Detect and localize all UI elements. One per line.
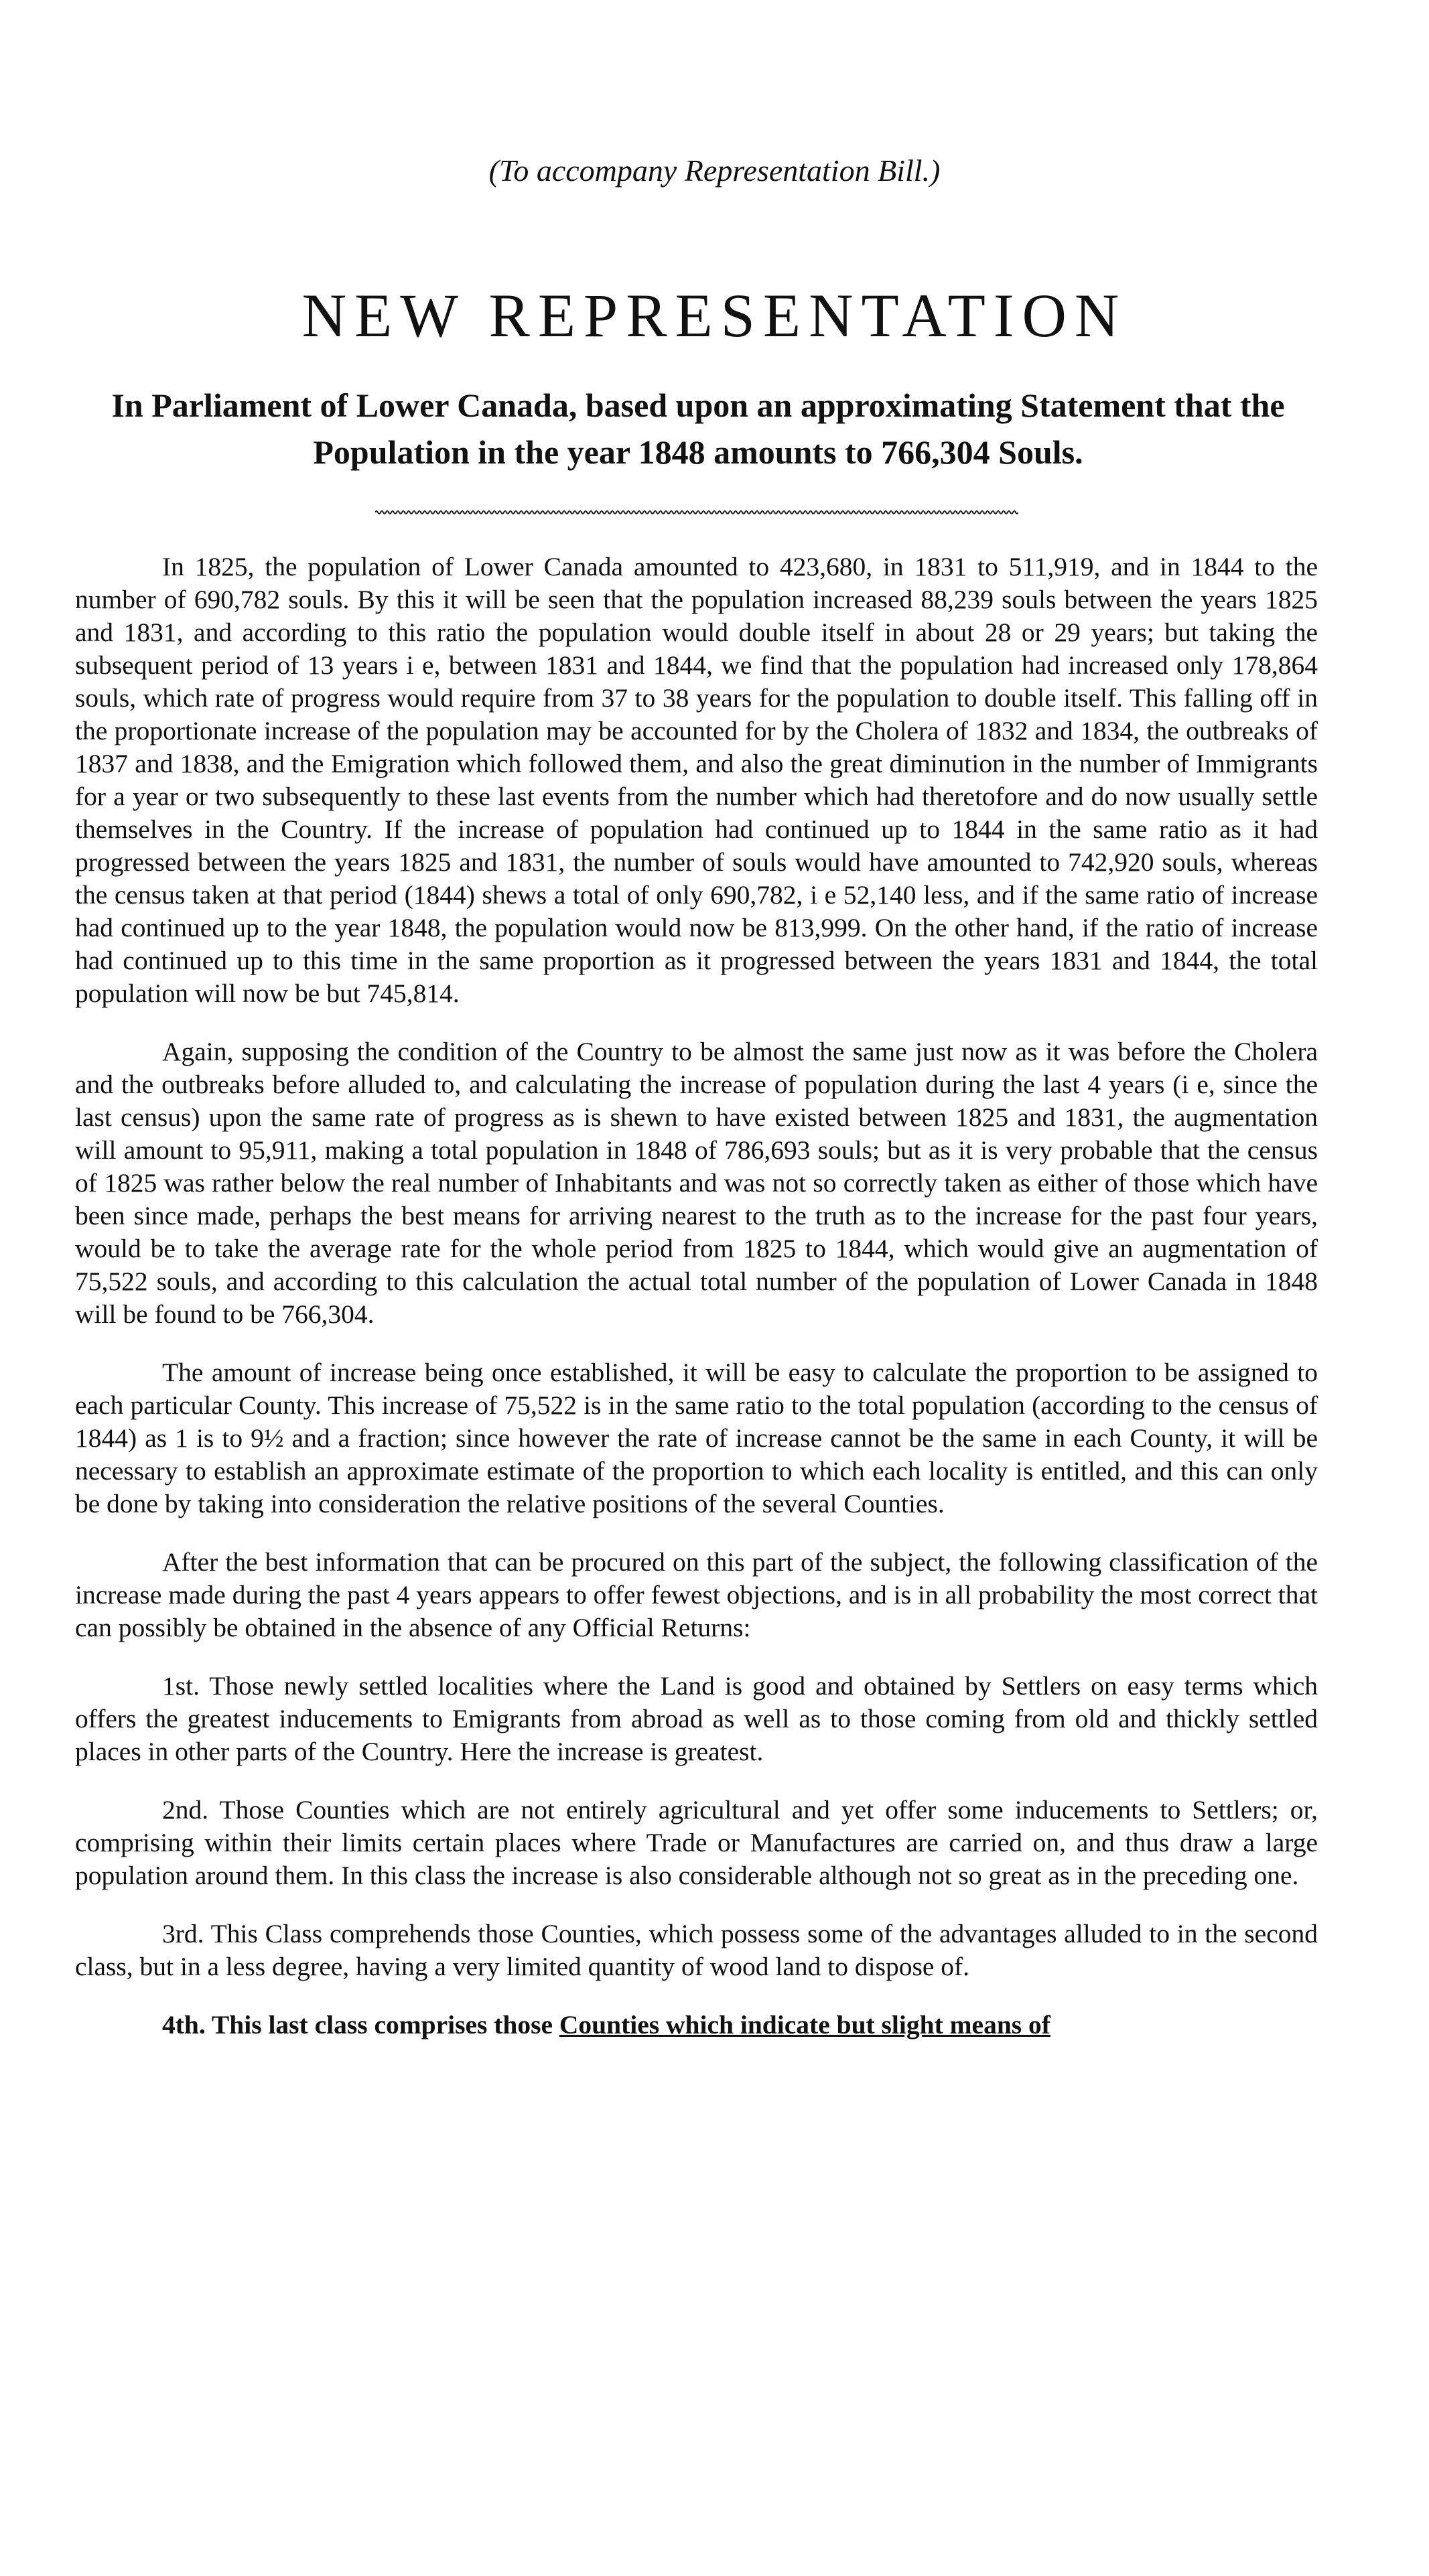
paragraph-class-4-underlined: Counties which indicate but slight means of [559, 2010, 1050, 2040]
paragraph-4: After the best information that can be procured on this part of the subject, the following classification of the increase made during the past 4 years appears to offer fewest objections, and is in all probability the most correct that can possibly be obtained in the absence of any Official Returns: [75, 1547, 1318, 1642]
paragraph-class-2: 2nd. Those Counties which are not entirely agricultural and yet offer some inducements to Settlers; or, comprising within their limits certain places where Trade or Manufactures are carried on, and thus draw a large population around them. In this class the increase is also considerable although not so great as in the preceding one. [75, 1795, 1318, 1890]
paragraph-1: In 1825, the population of Lower Canada amounted to 423,680, in 1831 to 511,919, and in 1844 to the number of 690,782 souls. By this it will be seen that the population increased 88,239 souls between the years 1825 and 1831, and according to this ratio the population would double itself in about 28 or 29 years; but taking the subsequent period of 13 years i e, between 1831 and 1844, we find that the population had increased only 178,864 souls, which rate of progress would require from 37 to 38 years for the population to double itself. This falling off in the proportionate increase of the population may be accounted for by the Cholera of 1832 and 1834, the outbreaks of 1837 and 1838, and the Emigration which followed them, and also the great diminution in the number of Immigrants for a year or two subsequently to these last events from the number which had theretofore and do now usually settle themselves in the Country. If the increase of population had continued up to 1844 in the same ratio as it had progressed between the years 1825 and 1831, the number of souls would have amounted to 742,920 souls, whereas the census taken at that period (1844) shews a total of only 690,782, i e 52,140 less, and if the same ratio of increase had continued up to the year 1848, the population would now be 813,999. On the other hand, if the ratio of increase had continued up to this time in the same proportion as it progressed between the years 1831 and 1844, the total population will now be but 745,814. [75, 552, 1318, 1008]
wavy-divider [375, 509, 1018, 516]
body-text [75, 551, 1318, 2067]
paragraph-class-4-start: 4th. This last class comprises those [162, 2010, 559, 2040]
paragraph-3: The amount of increase being once established, it will be easy to calculate the proportion to be assigned to each particular County. This increase of 75,522 is in the same ratio to the total population (according to the census of 1844) as 1 is to 9½ and a fraction; since however the rate of increase cannot be the same in each County, it will be necessary to establish an approximate estimate of the proportion to which each locality is entitled, and this can only be done by taking into consideration the relative positions of the several Counties. [75, 1358, 1318, 1518]
document-subheading: In Parliament of Lower Canada, based upon an approximating Statement that the Population in the year 1848 amounts to 766,304 Souls. [111, 386, 1285, 471]
paragraph-class-1: 1st. Those newly settled localities where the Land is good and obtained by Settlers on easy terms which offers the greatest inducements to Emigrants from abroad as well as to those coming from old and thickly settled places in other parts of the Country. Here the increase is greatest. [75, 1671, 1318, 1766]
subtitle: (To accompany Representation Bill.) [488, 153, 941, 188]
paragraph-2: Again, supposing the condition of the Country to be almost the same just now as it was before the Cholera and the outbreaks before alluded to, and calculating the increase of population during the last 4 years (i e, since the last census) upon the same rate of progress as is shewn to have existed between 1825 and 1831, the augmentation will amount to 95,911, making a total population in 1848 of 786,693 souls; but as it is very probable that the census of 1825 was rather below the real number of Inhabitants and was not so correctly taken as either of those which have been since made, perhaps the best means for arriving nearest to the truth as to the increase for the past four years, would be to take the average rate for the whole period from 1825 to 1844, which would give an augmentation of 75,522 souls, and according to this calculation the actual total number of the population of Lower Canada in 1848 will be found to be 766,304. [75, 1037, 1318, 1329]
document-title: NEW REPRESENTATION [301, 281, 1128, 350]
paragraph-class-4 [75, 2009, 1318, 2042]
paragraph-class-3: 3rd. This Class comprehends those Counties, which possess some of the advantages alluded to in the second class, but in a less degree, having a very limited quantity of wood land to dispose of. [75, 1919, 1318, 1981]
